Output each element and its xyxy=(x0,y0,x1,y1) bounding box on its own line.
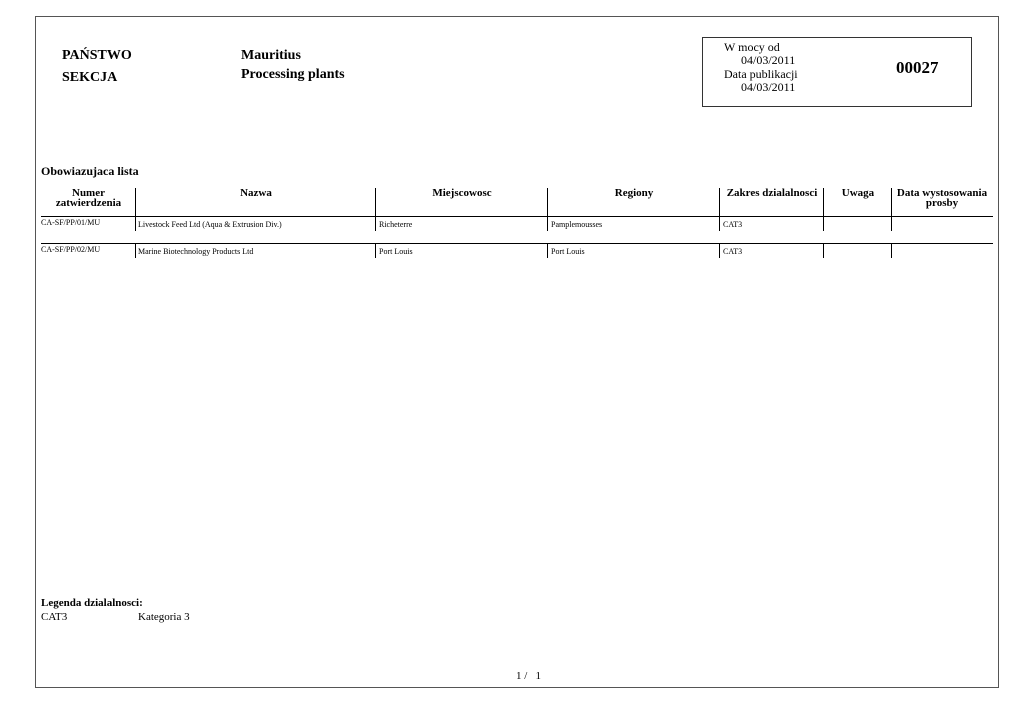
valid-from-date: 04/03/2011 xyxy=(741,53,796,67)
cell-separator xyxy=(375,217,376,231)
column-header-remark: Uwaga xyxy=(841,187,875,199)
section-label: SEKCJA xyxy=(62,70,118,85)
cell-separator xyxy=(547,244,548,258)
header-separator xyxy=(823,188,824,216)
column-header-request-date-line1: Data wystosowania xyxy=(896,187,988,199)
column-header-number xyxy=(41,188,136,208)
country-label: PAŃSTWO xyxy=(62,48,132,63)
cell-separator xyxy=(547,217,548,231)
column-header-request-date xyxy=(892,188,992,208)
column-header-number-line2: zatwierdzenia xyxy=(55,197,122,209)
list-title: Obowiazujaca lista xyxy=(41,164,139,178)
column-header-name: Nazwa xyxy=(240,187,272,199)
column-header-request-date-line2: prosby xyxy=(925,197,959,209)
row-region: Port Louis xyxy=(551,247,585,256)
cell-separator xyxy=(891,244,892,258)
country-value: Mauritius xyxy=(241,48,301,63)
row-rule xyxy=(41,216,993,217)
header-separator xyxy=(135,188,136,216)
row-name: Livestock Feed Ltd (Aqua & Extrusion Div.) xyxy=(138,220,282,229)
column-header-region: Regiony xyxy=(614,187,654,199)
row-number: CA-SF/PP/01/MU xyxy=(41,218,101,227)
page-number: 1 / 1 xyxy=(516,670,542,682)
row-region: Pamplemousses xyxy=(551,220,603,229)
row-name: Marine Biotechnology Products Ltd xyxy=(138,247,254,256)
cell-separator xyxy=(823,217,824,231)
legend-description: Kategoria 3 xyxy=(138,611,190,623)
cell-separator xyxy=(375,244,376,258)
section-value: Processing plants xyxy=(241,67,345,82)
header-separator xyxy=(891,188,892,216)
column-header-city: Miejscowosc xyxy=(432,187,492,199)
legend-code: CAT3 xyxy=(41,611,68,623)
row-activity: CAT3 xyxy=(723,247,743,256)
cell-separator xyxy=(719,244,720,258)
validity-info-box xyxy=(702,37,972,107)
legend-title: Legenda dzialalnosci: xyxy=(41,597,143,609)
cell-separator xyxy=(135,244,136,258)
row-activity: CAT3 xyxy=(723,220,743,229)
page-frame xyxy=(35,16,999,688)
column-header-number-line1: Numer xyxy=(72,187,105,199)
cell-separator xyxy=(823,244,824,258)
cell-separator xyxy=(719,217,720,231)
published-label: Data publikacji xyxy=(724,67,798,81)
row-city: Richeterre xyxy=(379,220,413,229)
published-date: 04/03/2011 xyxy=(741,80,796,94)
row-number: CA-SF/PP/02/MU xyxy=(41,245,101,254)
header-separator xyxy=(719,188,720,216)
column-header-activity: Zakres dzialalnosci xyxy=(726,187,818,199)
header-separator xyxy=(375,188,376,216)
header-separator xyxy=(547,188,548,216)
cell-separator xyxy=(135,217,136,231)
row-city: Port Louis xyxy=(379,247,413,256)
valid-from-label: W mocy od xyxy=(724,40,780,54)
document-number: 00027 xyxy=(896,58,939,77)
row-rule xyxy=(41,243,993,244)
cell-separator xyxy=(891,217,892,231)
